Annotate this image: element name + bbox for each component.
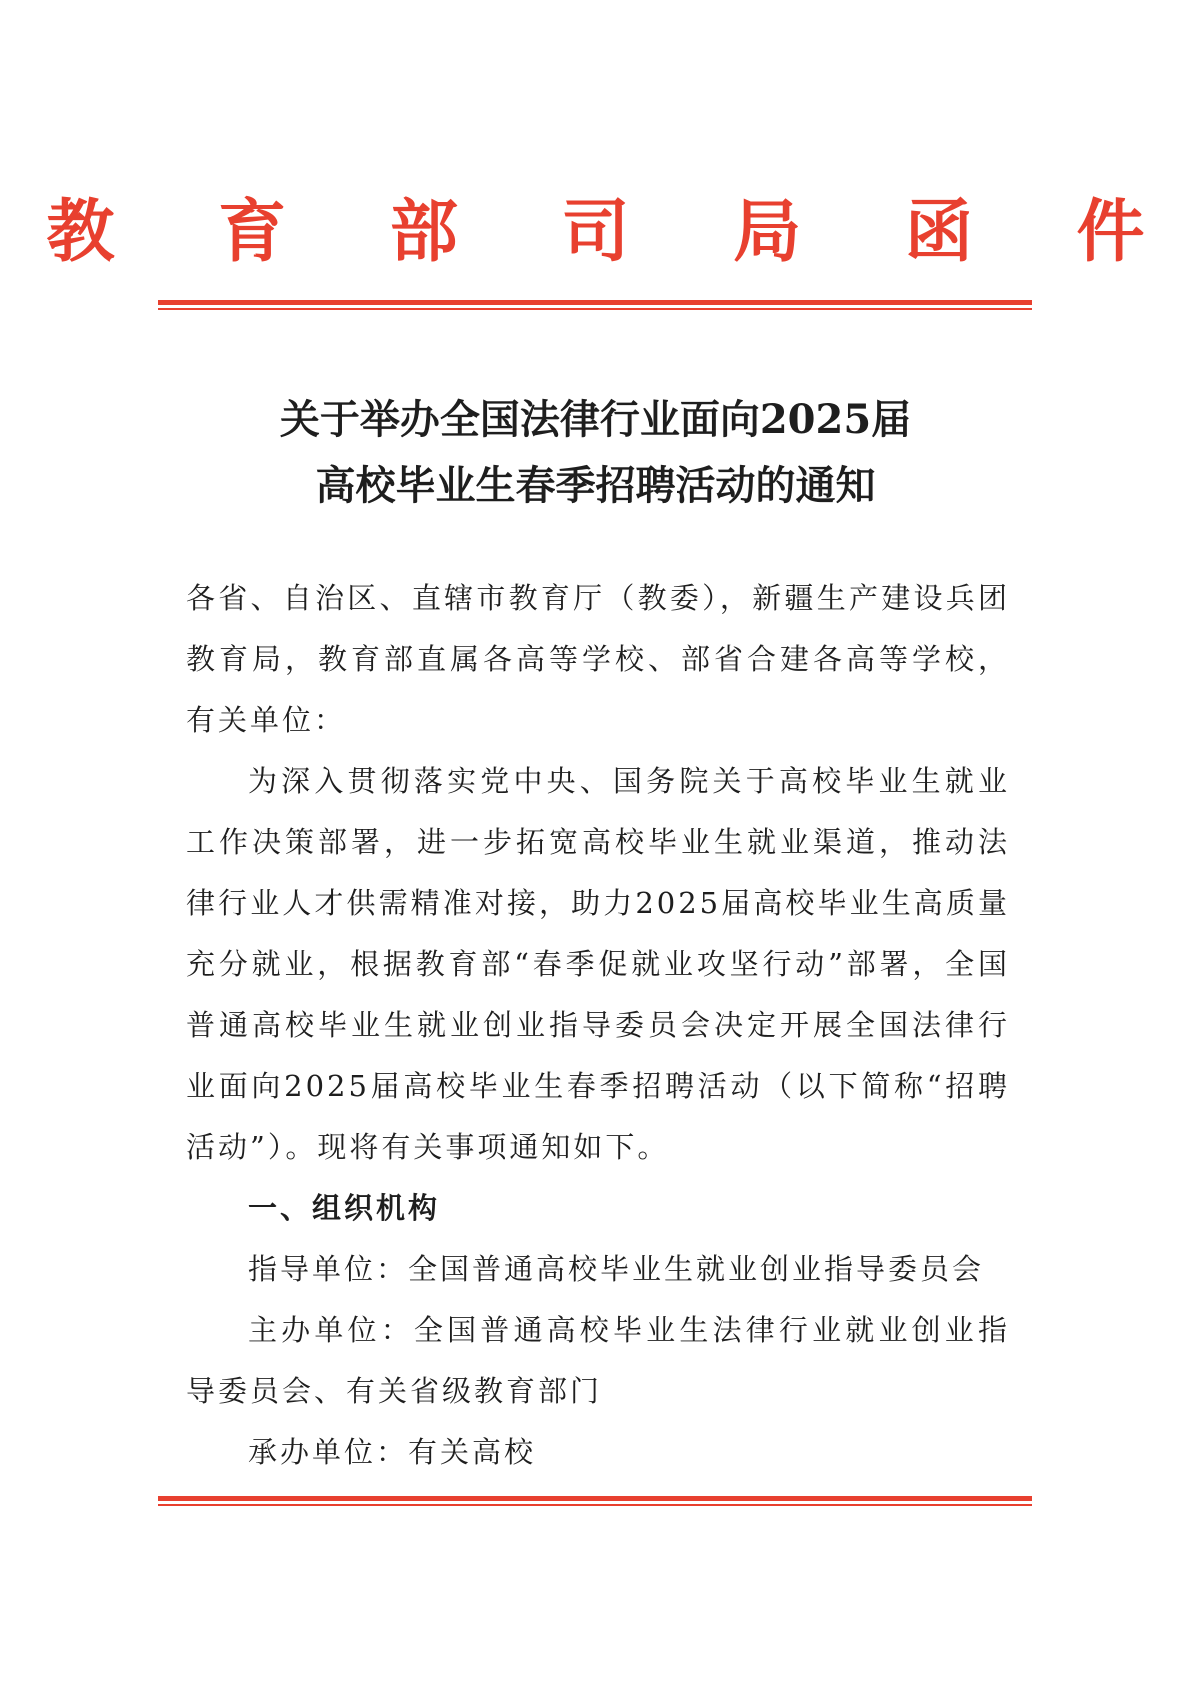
intro-paragraph: 为深入贯彻落实党中央、国务院关于高校毕业生就业工作决策部署，进一步拓宽高校毕业生就业渠道，推动法律行业人才供需精准对接，助力2025届高校毕业生高质量充分就业，根据教育部“春季促就业攻坚行动”部署，全国普通高校毕业生就业创业指导委员会决定开展全国法律行业面向2025届高校毕业生春季招聘活动（以下简称“招聘活动”）。现将有关事项通知如下。 — [186, 764, 1010, 1164]
rule-thin-line — [158, 308, 1032, 310]
letterhead-title: 教 育 部 司 局 函 件 — [46, 193, 1185, 272]
footer-rule-thin-line — [158, 1504, 1032, 1506]
footer-red-rule — [158, 1496, 1032, 1506]
section-heading-organization: 一、组织机构 — [248, 1191, 441, 1225]
organizer-unit-line: 承办单位：有关高校 — [248, 1435, 537, 1469]
notice-title-line1: 关于举办全国法律行业面向2025届 — [279, 396, 912, 443]
addressee-paragraph: 各省、自治区、直辖市教育厅（教委），新疆生产建设兵团教育局，教育部直属各高等学校、部省合建各高等学校，有关单位： — [186, 581, 1010, 737]
notice-body — [186, 568, 1010, 1483]
footer-rule-thick-line — [158, 1496, 1032, 1501]
letterhead-red-rule — [158, 300, 1032, 310]
notice-title-line2: 高校毕业生春季招聘活动的通知 — [315, 462, 876, 509]
guiding-unit-line: 指导单位：全国普通高校毕业生就业创业指导委员会 — [248, 1252, 985, 1286]
rule-thick-line — [158, 300, 1032, 305]
host-unit-line: 主办单位：全国普通高校毕业生法律行业就业创业指导委员会、有关省级教育部门 — [186, 1313, 1010, 1408]
notice-title — [0, 388, 1191, 518]
